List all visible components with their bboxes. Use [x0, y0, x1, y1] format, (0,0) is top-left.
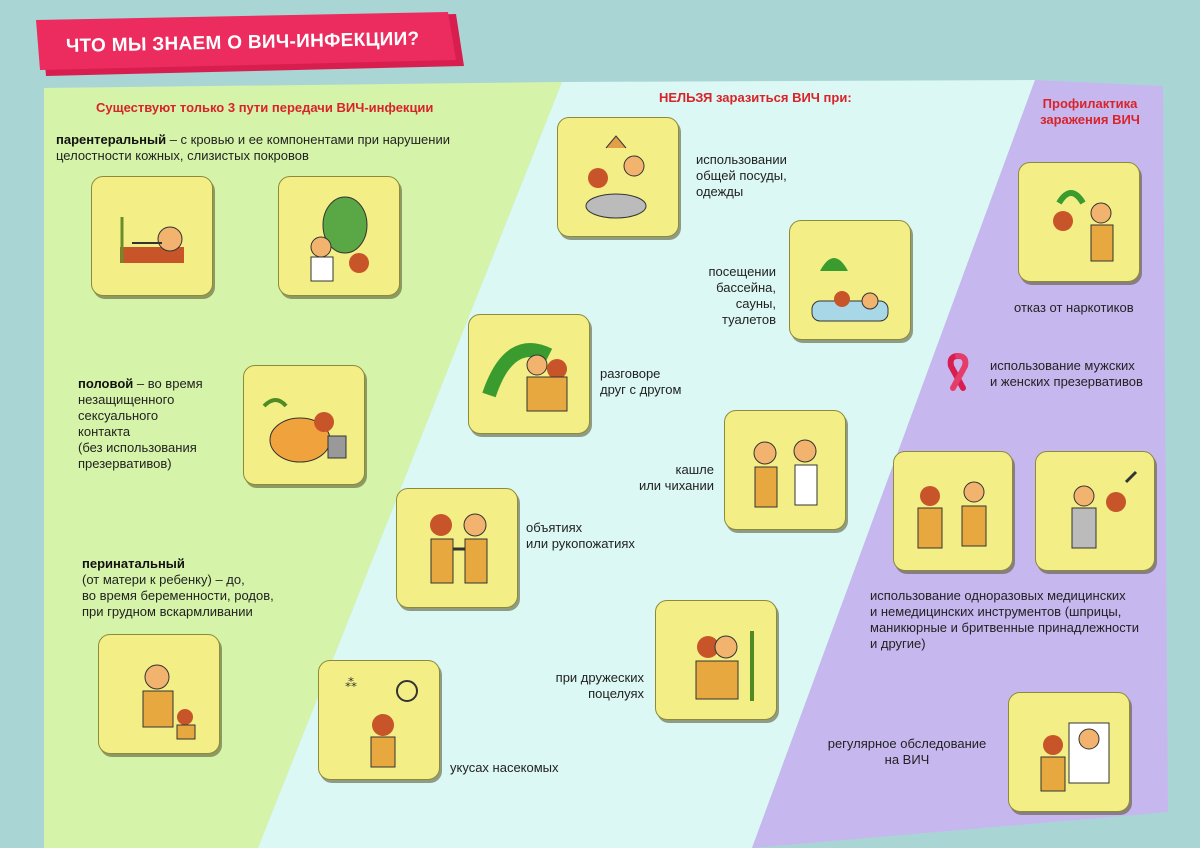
picture-pool-sauna	[789, 220, 911, 340]
prevention-item-3: использование одноразовых медицинских и немедицинских инструментов (шприцы, маникюрные и бритвенные принадлежности и другие)	[870, 588, 1139, 651]
prevention-item-2: использование мужских и женских презервативов	[990, 358, 1143, 389]
prevention-item-1: отказ от наркотиков	[1014, 300, 1134, 315]
parenteral-desc-2: целостности кожных, слизистых покровов	[56, 148, 309, 163]
sexual-line: презервативов)	[78, 456, 172, 471]
sexual-line: незащищенного	[78, 392, 175, 407]
perinatal-line: (от матери к ребенку) – до,	[82, 572, 245, 587]
perinatal-label: перинатальный	[82, 556, 185, 571]
cannot-item-1: использовании общей посуды, одежды	[696, 152, 787, 199]
parenteral-label: парентеральный	[56, 132, 167, 147]
red-ribbon-icon	[942, 352, 974, 392]
picture-medical-exam	[1008, 692, 1130, 812]
cannot-item-7: укусах насекомых	[450, 760, 559, 775]
cannot-heading: НЕЛЬЗЯ заразиться ВИЧ при:	[659, 90, 852, 105]
cannot-item-2: посещении бассейна, сауны, туалетов	[708, 264, 776, 327]
picture-sneezing	[724, 410, 846, 530]
picture-hospital-bed	[91, 176, 213, 296]
perinatal-line: при грудном вскармливании	[82, 604, 253, 619]
sexual-desc-1: – во время	[133, 376, 203, 391]
cannot-item-6: при дружеских поцелуях	[555, 670, 644, 701]
sexual-text	[78, 376, 203, 472]
parenteral-text	[56, 132, 450, 164]
prevention-item-4: регулярное обследование на ВИЧ	[827, 736, 987, 767]
sexual-label: половой	[78, 376, 134, 391]
cannot-item-4: кашле или чихании	[638, 462, 714, 493]
picture-doctors	[278, 176, 400, 296]
sexual-line: сексуального	[78, 408, 159, 423]
picture-instruments	[1035, 451, 1155, 571]
picture-mother-child	[98, 634, 220, 754]
picture-syringes	[893, 451, 1013, 571]
picture-couple	[243, 365, 365, 485]
picture-insects	[318, 660, 440, 780]
picture-handshake	[396, 488, 518, 608]
sexual-line: (без использования	[78, 440, 197, 455]
cannot-item-5: объятиях или рукопожатиях	[526, 520, 635, 551]
page-title: ЧТО МЫ ЗНАЕМ О ВИЧ-ИНФЕКЦИИ?	[65, 28, 420, 57]
picture-talking	[468, 314, 590, 434]
perinatal-line: во время беременности, родов,	[82, 588, 274, 603]
picture-shared-dishes	[557, 117, 679, 237]
sexual-line: контакта	[78, 424, 131, 439]
perinatal-text	[82, 556, 274, 620]
svg-text:⁂: ⁂	[345, 676, 357, 690]
transmission-heading: Существуют только 3 пути передачи ВИЧ-инфекции	[96, 100, 434, 115]
picture-refuse-drugs	[1018, 162, 1140, 282]
prevention-heading: Профилактика заражения ВИЧ	[1040, 96, 1140, 127]
picture-kissing	[655, 600, 777, 720]
cannot-item-3: разговоре друг с другом	[600, 366, 682, 397]
parenteral-desc-1: – с кровью и ее компонентами при нарушении	[166, 132, 450, 147]
